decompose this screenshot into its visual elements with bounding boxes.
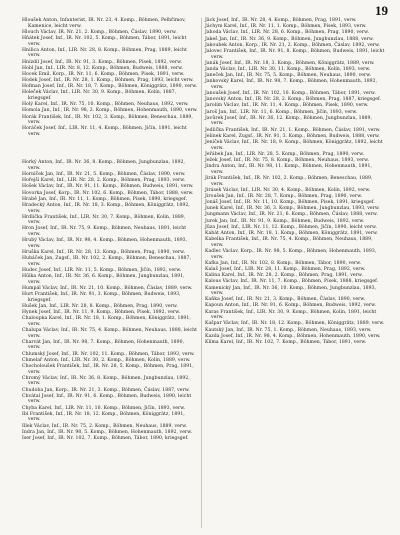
list-entry: Iser Josef, Inf., IR. Nr. 102, 7. Komp., Böhmen, Tábor, 1890, kriegsgef. [22,435,189,441]
list-entry: Chlumský Josef, Inf., IR. Nr. 102, 11. Komp., Böhmen, Tábor, 1893, verw. [22,351,195,357]
list-entry: Hrabě Jan, Inf., IR. Nr. 11, 1. Komp., Böhmen, Písek, 1890, kriegsgef. [22,196,188,202]
list-entry: Hocek Emil, Korp., IR. Nr. 11, 6. Komp., Böhmen, Pisek, 1891, verw. [22,71,185,77]
list-entry: Kadlec Václav, Korp., IR. Nr. 98, 5. Komp., Böhmen, Hohenmauth, 1893, verw. [205,248,377,260]
list-entry: Hrdlička František, Inf., LIR. Nr. 30, 7. Komp., Böhmen, Kolín, 1889, verw. [22,214,186,226]
list-entry: Jirák František, Inf., IR. Nr. 102, 2. Komp., Böhmen, Beneschau, 1889, verw. [205,175,373,187]
list-entry: Hrubý Václav, Inf., IR. Nr. 98, 4. Komp., Böhmen, Hohenmauth, 1893, verw. [22,238,188,249]
list-entry: Javůrek Josef, Inf., IR. Nr. 36, 12. Komp., Böhmen, Jungbunzlau, 1889, verw. [205,115,372,127]
list-entry: Horníček Jan, Inf., IR. Nr. 21, 5. Komp., Böhmen, Čáslav, 1890, verw. [22,171,186,177]
list-entry: Jindra Anton, Inf., IR. Nr. 98, 11. Komp., Böhmen, Hohenmauth, 1891, verw. [205,164,372,175]
list-entry: Hubáček Jan, Zugsf., IR. Nr. 102, 2. Komp., Böhmen, Beneschau, 1887, verw. [22,256,191,267]
list-entry: Jarolím Václav, Inf., IR. Nr. 11, 4. Komp., Böhmen, Písek, 1890, verw. [205,103,369,109]
list-entry: Jůza Josef, Inf., LIR. Nr. 11, 12. Komp., Böhmen, Jičín, 1890, leicht verw. [205,224,377,230]
list-entry: Jahoda Václav, Inf., LIR. Nr. 28, 6. Komp., Böhmen, Prag, 1890, verw. [205,30,370,36]
list-entry: Horáček Josef, Inf., LIR. Nr. 11, 4. Komp., Böhmen, Jičín, 1891, leicht verw. [22,126,187,137]
list-entry: Janoušek Josef, Inf., IR. Nr. 102, 10. Komp., Böhmen, Tábor, 1891, verw. [205,91,376,97]
list-entry: Holeček Václav, Inf., LIR. Nr. 30, 9. Komp., Böhmen, Kolín, 1887, kriegsgef. [22,90,177,102]
list-entry: Hlouch Václav, IR. Nr. 21, 2. Komp., Böhmen, Čáslav, 1890, verw. [22,29,177,35]
list-entry: Kabelka František, Inf., IR. Nr. 75, 4. Komp., Böhmen, Neuhaus, 1889, verw. [205,237,373,248]
list-entry: Jungmann Václav, Inf., IR. Nr. 21, 6. Komp., Böhmen, Čáslav, 1888, verw. [205,212,378,218]
list-entry: Hovorka Josef, Korp., IR. Nr. 102, 6. Komp., Böhmen, Tábor, 1888, verw. [22,190,194,196]
list-entry: Charvát Jan, Inf., IR. Nr. 98, 7. Komp., Böhmen, Hohenmauth, 1890, verw. [22,339,185,351]
left-entries-upper [22,18,198,138]
list-entry: Hobl Jan, Inf., LIR. Nr. 8, 12. Komp., Böhmen, Budweis, 1888, verw. [22,65,184,71]
list-entry: Hofman Josef, Inf., IR. Nr. 18, 7. Komp., Böhmen, Königgrätz, 1890, verw. [22,84,198,90]
right-column [205,18,385,346]
list-entry: Illek Václav, Inf., IR. Nr. 75, 2. Komp., Böhmen, Neuhaus, 1889, verw. [22,423,188,429]
list-entry: Jonáš Josef, Inf., IR. Nr. 11, 10. Komp., Böhmen, Písek, 1891, kriegsgef. [205,200,375,206]
list-entry: Chaloupka Karel, Inf., IR. Nr. 18, 1. Komp., Böhmen, Königgrätz, 1891, verw. [22,316,191,327]
list-entry: Humpál Václav, Inf., IR. Nr. 21, 10. Komp., Böhmen, Čáslav, 1889, verw. [22,285,193,291]
list-entry: Hynek Josef, Inf., IR. Nr. 11, 9. Komp., Böhmen, Písek, 1892, verw. [22,310,181,316]
list-entry: Hodek Josef, Inf., IR. Nr. 28, 1. Komp., Böhmen, Prag, 1893, leicht verw. [22,78,194,84]
list-entry: Horký Anton, Inf., IR. Nr. 36, 8. Komp., Böhmen, Jungbunzlau, 1892, verw. [22,160,186,171]
list-entry: Hudec Josef, Inf., LIR. Nr. 11, 5. Komp., Böhmen, Jičín, 1892, verw. [22,268,182,273]
page-number: 19 [375,3,388,18]
list-entry: Chalupa Václav, Inf., IR. Nr. 75, 4. Komp., Böhmen, Neuhaus, 1888, leicht verw. [22,328,198,339]
list-entry: Kautský Jan, Inf., IR. Nr. 75, 1. Komp., Böhmen, Neuhaus, 1893, verw. [205,327,372,333]
list-entry: Hňátek Josef, Inf., IR. Nr. 102, 5. Komp., Böhmen, Tábor, 1891, leicht verw. [22,35,187,47]
list-entry: Kabát Anton, Inf., IR. Nr. 18, 1. Komp., Böhmen, Königgrätz, 1891, verw. [205,231,378,236]
list-entry: Hořejší Karel, Inf., LIR. Nr. 28, 2. Komp., Böhmen, Prag, 1893, verw. [22,178,186,184]
list-entry: Ježek Josef, Inf., IR. Nr. 75, 8. Komp., Böhmen, Neuhaus, 1893, verw. [205,157,370,163]
list-entry: Chvátal Josef, Inf., IR. Nr. 91, 6. Komp., Böhmen, Budweis, 1890, leicht verw. [22,393,192,405]
list-entry: Janda Václav, Inf., LIR. Nr. 30, 11. Komp., Böhmen, Kolín, 1893, verw. [205,66,371,72]
list-entry: Jäck Josef, Inf., IR. Nr. 28, 4. Komp., Böhmen, Prag, 1891, verw. [205,18,357,23]
list-entry: Indra Jan, Inf., IR. Nr. 98, 5. Komp., Böhmen, Hohenmauth, 1892, verw. [22,429,193,435]
list-entry: Kazda Josef, Inf., IR. Nr. 98, 4. Komp., Böhmen, Hohenmauth, 1890, verw. [205,333,381,339]
list-entry: Hušek Jan, Inf., LIR. Nr. 28, 8. Komp., Böhmen, Prag, 1890, verw. [22,303,178,309]
list-entry: Jelínek Karel, Zugsf., IR. Nr. 91, 3. Komp., Böhmen, Budweis, 1888, verw. [205,133,380,139]
list-entry: Jedlička František, Inf., IR. Nr. 21, 1. Komp., Böhmen, Čáslav, 1891, verw. [205,127,381,133]
list-entry: Jeřábek Jan, Inf., LIR. Nr. 28, 5. Komp., Böhmen, Prag, 1890, verw. [205,151,365,157]
list-entry: Jaroš Jan, Inf., LIR. Nr. 11, 6. Komp., Böhmen, Jičín, 1893, verw. [205,109,358,115]
list-entry: Kalous Václav, Inf., IR. Nr. 11, 7. Komp., Böhmen, Písek, 1888, kriegsgef. [205,279,379,285]
list-entry: Kalaš Josef, Inf., LIR. Nr. 28, 11. Komp., Böhmen, Prag, 1892, verw. [205,266,366,272]
list-entry: Jankovský Karel, Inf., IR. Nr. 98, 7. Komp., Böhmen, Hohenmauth, 1892, verw. [205,79,378,90]
list-entry: Karas František, Inf., LIR. Nr. 30, 9. Komp., Böhmen, Kolín, 1891, leicht verw. [205,309,377,321]
list-entry: Hradecký Anton, Inf., IR. Nr. 18, 3. Komp., Böhmen, Königgrätz, 1892, verw. [22,202,190,214]
list-entry: Chyba Karel, Inf., LIR. Nr. 11, 10. Komp., Böhmen, Jičín, 1893, verw. [22,405,186,411]
list-entry: Janák Josef, Inf., IR. Nr. 18, 3. Komp., Böhmen, Königgrätz, 1889, verw. [205,60,375,66]
list-entry: Hurt František, Inf., IR. Nr. 91, 3. Komp., Böhmen, Budweis, 1893, kriegsgef. [22,292,181,303]
list-entry: Jakoubek Anton, Korp., IR. Nr. 21, 2. Komp., Böhmen, Čáslav, 1892, verw. [205,42,380,48]
list-entry: Hloušek Anton, Infanterist, IR. Nr. 23, 4. Komp., Böhmen, Pelhřimov, Kamenice, leicht verw. [22,18,186,29]
list-entry: Kašpar Václav, Inf., IR. Nr. 18, 12. Komp., Böhmen, Königgrätz, 1889, verw. [205,321,385,327]
list-entry: Kapoun Anton, Inf., IR. Nr. 91, 6. Komp., Böhmen, Budweis, 1892, verw. [205,303,377,309]
list-entry: Chromý Václav, Inf., IR. Nr. 36, 8. Komp., Böhmen, Jungbunzlau, 1892, verw. [22,375,190,387]
list-entry: Kafka Jan, Inf., IR. Nr. 102, 8. Komp., Böhmen, Tábor, 1890, verw. [205,260,362,266]
list-entry: Kalina Karel, Inf., IR. Nr. 28, 2. Komp., Böhmen, Prag, 1891, verw. [205,273,363,279]
list-entry: Jalovec František, Inf., IR. Nr. 91, 8. Komp., Böhmen, Budweis, 1891, leicht verw. [205,48,385,60]
list-entry: Kamenický Jan, Inf., IR. Nr. 36, 10. Komp., Böhmen, Jungbunzlau, 1893, verw. [205,285,377,297]
list-entry: Junek Karel, Inf., IR. Nr. 36, 3. Komp., Böhmen, Jungbunzlau, 1893, verw. [205,206,380,212]
list-entry: Hűlka Anton, Inf., IR. Nr. 36, 6. Komp., Böhmen, Jungbunzlau, 1891, verw. [22,274,185,285]
list-entry: Horák František, Inf., IR. Nr. 102, 3. Komp., Böhmen, Beneschau, 1889, verw. [22,114,193,126]
list-entry: Holý Karel, Inf., IR. Nr. 75, 10. Komp., Böhmen, Neuhaus, 1892, verw. [22,102,189,108]
list-entry: Jurek Jan, Inf., IR. Nr. 91, 9. Komp., Böhmen, Budweis, 1892, verw. [205,218,365,224]
list-entry: Jiroušek Jan, Inf., IR. Nr. 28, 7. Komp., Böhmen, Prag, 1890, verw. [205,193,363,199]
list-entry: Jakeš Jan, Inf., IR. Nr. 36, 9. Komp., Böhmen, Jungbunzlau, 1888, verw. [205,36,374,42]
list-entry: Hron Josef, Inf., IR. Nr. 75, 9. Komp., Böhmen, Neuhaus, 1891, leicht verw. [22,226,187,238]
list-entry: Jáchym Karel, Inf., IR. Nr. 11, 1. Komp., Böhmen, Písek, 1893, verw. [205,24,367,30]
list-entry: Ibl František, Inf., IR. Nr. 18, 12. Komp., Böhmen, Königgrätz, 1891, verw. [22,411,185,423]
column-divider [201,18,202,528]
list-entry: Hruška Karel, Inf., IR. Nr. 28, 12. Komp., Böhmen, Prag, 1890, verw. [22,250,186,256]
list-entry: Janovský Anton, Inf., IR. Nr. 28, 2. Komp., Böhmen, Prag, 1887, kriegsgef. [205,97,382,103]
list-entry: Chocholoušek František, Inf., IR. Nr. 28, 5. Komp., Böhmen, Prag, 1891, verw. [22,364,194,375]
list-entry: Jeníček Václav, Inf., IR. Nr. 18, 9. Komp., Böhmen, Königgrätz, 1892, leicht verw. [205,139,383,151]
list-entry: Hnízdil Josef, Inf., IR. Nr. 91, 3. Komp., Böhmen, Písek, 1892, verw. [22,59,183,65]
left-entries-lower [22,160,198,441]
list-entry: Kaňka Josef, Inf., IR. Nr. 21, 3. Komp., Böhmen, Čáslav, 1890, verw. [205,297,366,303]
list-entry: Chudoba Jan, Korp., IR. Nr. 21, 3. Komp., Böhmen, Čáslav, 1887, verw. [22,387,190,393]
list-entry: Chmelař Anton, Inf., LIR. Nr. 30, 2. Komp., Böhmen, Kolín, 1889, verw. [22,357,191,363]
list-entry: Hnilica Anton, Inf., LIR. Nr. 28, 8. Komp., Böhmen, Prag, 1889, leicht verw. [22,47,187,59]
left-column [22,18,198,442]
list-entry: Jirásek Václav, Inf., LIR. Nr. 30, 4. Komp., Böhmen, Kolín, 1892, verw. [205,187,371,193]
list-entry: Klíma Karel, Inf., IR. Nr. 102, 7. Komp., Böhmen, Tábor, 1891, verw. [205,340,367,345]
list-entry: Janeček Jan, Inf., IR. Nr. 75, 5. Komp., Böhmen, Neuhaus, 1890, verw. [205,73,372,79]
list-entry: Hošek Václav, Inf., IR. Nr. 91, 11. Komp., Böhmen, Budweis, 1891, verw. [22,184,194,190]
section-gap [22,138,198,160]
list-entry: Homola Jan, Inf., IR. Nr. 98, 2. Komp., Böhmen, Hohenmauth, 1890, verw. [22,108,198,114]
